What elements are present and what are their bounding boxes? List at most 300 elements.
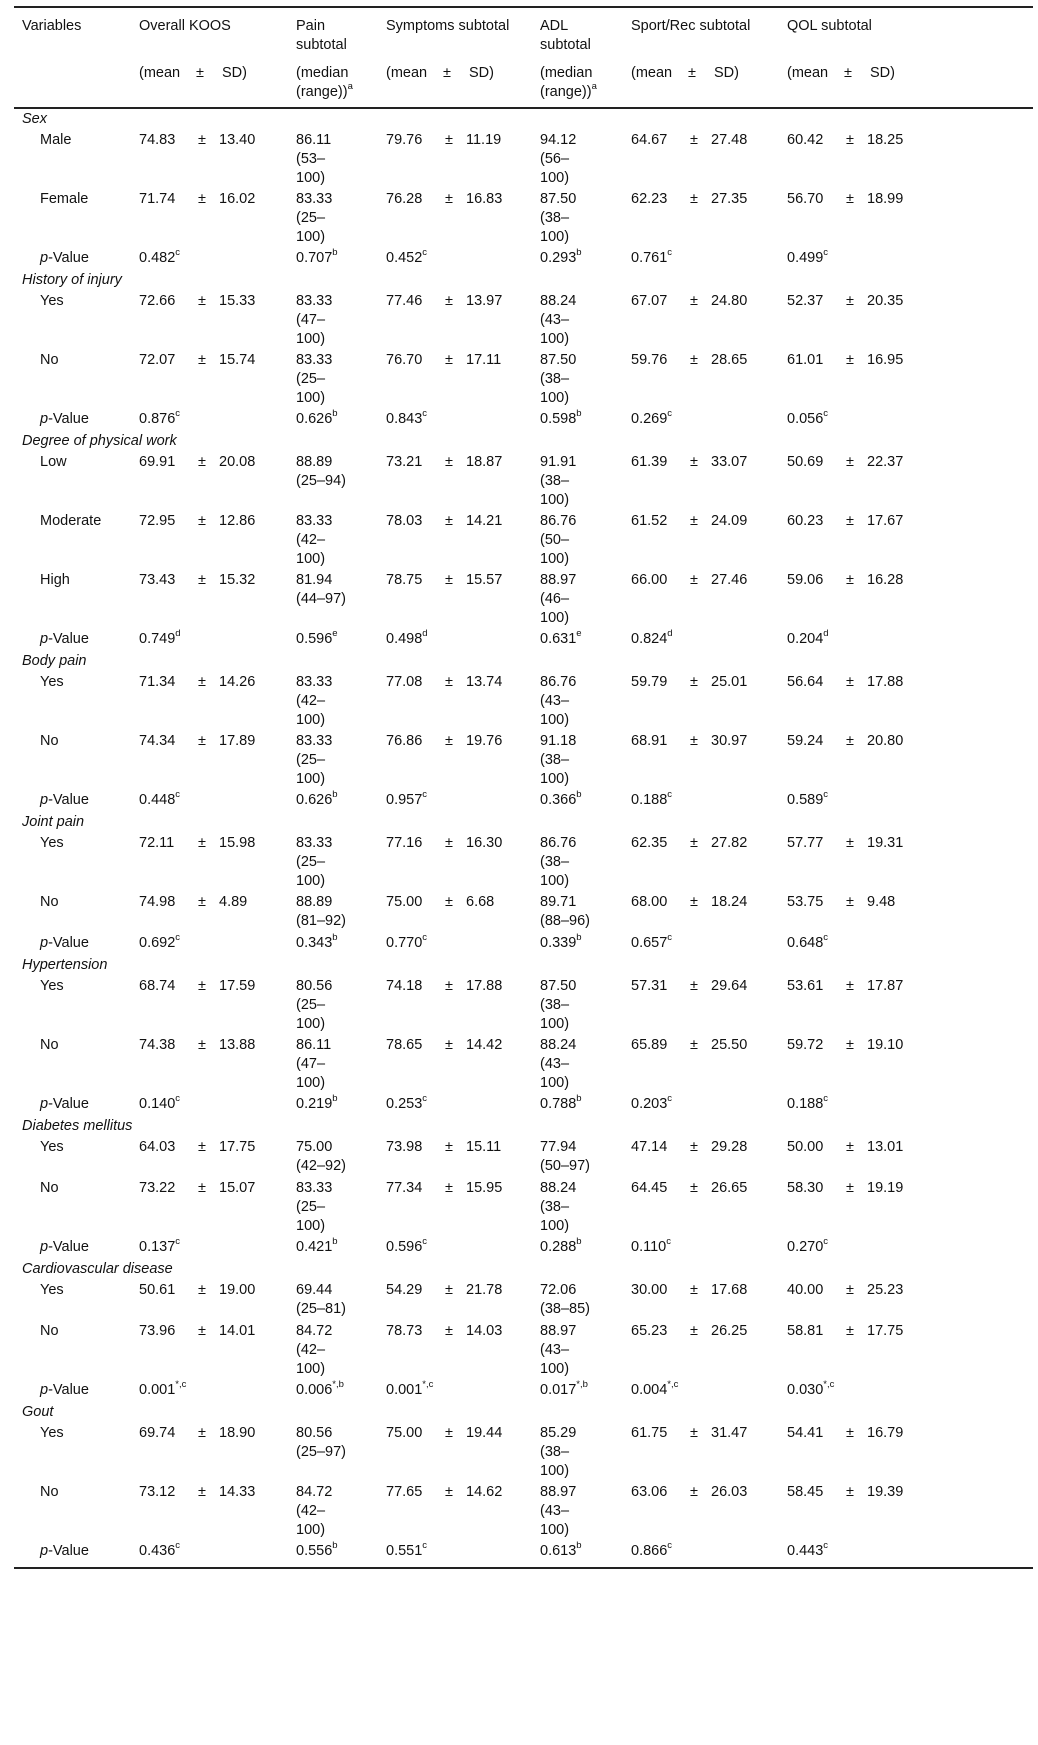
p-value-cell: 0.596e [296, 628, 338, 647]
median-range-cell: (43– [540, 1503, 570, 1519]
sd-cell: 20.35 [867, 293, 904, 309]
column-header-stat: (mean [787, 65, 829, 81]
mean-cell: 57.31 [631, 978, 668, 994]
mean-cell: 75.00 [386, 894, 423, 910]
plus-minus: ± [846, 513, 854, 529]
mean-cell: 62.23 [631, 191, 668, 207]
mean-cell: 76.86 [386, 733, 423, 749]
row-label: High [40, 572, 70, 588]
mean-cell: 64.67 [631, 132, 668, 148]
sd-cell: 15.74 [219, 352, 256, 368]
median-range-cell: (38– [540, 1199, 570, 1215]
plus-minus: ± [445, 733, 453, 749]
median-range-cell: 87.50 [540, 191, 577, 207]
plus-minus: ± [690, 1139, 698, 1155]
p-value-cell: 0.137$^c$ [139, 1236, 181, 1255]
p-value-cell: 0.866$^c$ [631, 1540, 673, 1559]
column-header-stat: ± [443, 65, 451, 81]
plus-minus: ± [198, 894, 206, 910]
plus-minus: ± [445, 1282, 453, 1298]
p-value-cell: 0.648$^c$ [787, 932, 829, 951]
sd-cell: 14.26 [219, 674, 256, 690]
row-label: Yes [40, 293, 64, 309]
mean-cell: 56.64 [787, 674, 824, 690]
plus-minus: ± [690, 733, 698, 749]
median-range-cell: (25–97) [296, 1444, 346, 1460]
plus-minus: ± [445, 978, 453, 994]
sd-cell: 9.48 [867, 894, 896, 910]
plus-minus: ± [445, 1484, 453, 1500]
plus-minus: ± [846, 454, 854, 470]
mean-cell: 47.14 [631, 1139, 668, 1155]
mean-cell: 76.28 [386, 191, 423, 207]
sd-cell: 27.35 [711, 191, 748, 207]
mean-cell: 72.95 [139, 513, 176, 529]
column-header-stat: (range))$^a$ [296, 81, 353, 100]
sd-cell: 33.07 [711, 454, 748, 470]
p-value-cell: 0.293$^b$ [540, 247, 582, 266]
column-header-stat: SD) [469, 65, 494, 81]
plus-minus: ± [690, 1323, 698, 1339]
median-range-cell: 88.89 [296, 454, 333, 470]
p-value-cell: 0.761$^c$ [631, 247, 673, 266]
p-value-cell: 0.626$^b$ [296, 408, 338, 427]
mean-cell: 74.83 [139, 132, 176, 148]
sd-cell: 16.30 [466, 835, 503, 851]
column-header-stat: (range))$^a$ [540, 81, 597, 100]
mean-cell: 58.45 [787, 1484, 824, 1500]
plus-minus: ± [690, 572, 698, 588]
column-header-stat: ± [688, 65, 696, 81]
sd-cell: 27.46 [711, 572, 748, 588]
mean-cell: 50.69 [787, 454, 824, 470]
median-range-cell: 100) [296, 873, 326, 889]
median-range-cell: 91.18 [540, 733, 577, 749]
median-range-cell: (38– [540, 473, 570, 489]
mean-cell: 63.06 [631, 1484, 668, 1500]
median-range-cell: 88.97 [540, 1484, 577, 1500]
sd-cell: 24.80 [711, 293, 748, 309]
plus-minus: ± [445, 132, 453, 148]
sd-cell: 14.21 [466, 513, 503, 529]
median-range-cell: 100) [540, 1522, 570, 1538]
sd-cell: 15.33 [219, 293, 256, 309]
column-header-name: Symptoms subtotal [386, 18, 510, 34]
median-range-cell: (42– [296, 1342, 326, 1358]
median-range-cell: 88.89 [296, 894, 333, 910]
plus-minus: ± [846, 132, 854, 148]
mean-cell: 60.23 [787, 513, 824, 529]
median-range-cell: (25– [296, 371, 326, 387]
p-value-cell: 0.366$^b$ [540, 789, 582, 808]
plus-minus: ± [690, 978, 698, 994]
mean-cell: 61.52 [631, 513, 668, 529]
mean-cell: 78.03 [386, 513, 423, 529]
plus-minus: ± [198, 572, 206, 588]
plus-minus: ± [690, 132, 698, 148]
sd-cell: 16.83 [466, 191, 503, 207]
sd-cell: 14.03 [466, 1323, 503, 1339]
median-range-cell: 83.33 [296, 293, 333, 309]
mean-cell: 59.24 [787, 733, 824, 749]
plus-minus: ± [690, 1037, 698, 1053]
sd-cell: 31.47 [711, 1425, 748, 1441]
plus-minus: ± [846, 1139, 854, 1155]
mean-cell: 72.07 [139, 352, 176, 368]
median-range-cell: (47– [296, 312, 326, 328]
median-range-cell: 100) [296, 1522, 326, 1538]
sd-cell: 24.09 [711, 513, 748, 529]
sd-cell: 14.42 [466, 1037, 503, 1053]
median-range-cell: 100) [540, 170, 570, 186]
median-range-cell: 88.24 [540, 1180, 577, 1196]
mean-cell: 78.75 [386, 572, 423, 588]
p-value-cell: $0.017^{*,b}$ [540, 1379, 588, 1398]
median-range-cell: (25–81) [296, 1301, 346, 1317]
sd-cell: 14.01 [219, 1323, 256, 1339]
column-header-name: subtotal [296, 37, 347, 53]
row-label: Yes [40, 1139, 64, 1155]
median-range-cell: 83.33 [296, 674, 333, 690]
plus-minus: ± [198, 293, 206, 309]
median-range-cell: (43– [540, 1342, 570, 1358]
median-range-cell: 87.50 [540, 978, 577, 994]
p-value-cell: 0.110$^c$ [631, 1236, 671, 1255]
mean-cell: 59.72 [787, 1037, 824, 1053]
column-header-name: Overall KOOS [139, 18, 231, 34]
mean-cell: 72.66 [139, 293, 176, 309]
plus-minus: ± [846, 352, 854, 368]
mean-cell: 78.65 [386, 1037, 423, 1053]
plus-minus: ± [445, 454, 453, 470]
column-header-stat: ± [844, 65, 852, 81]
plus-minus: ± [846, 572, 854, 588]
sd-cell: 30.97 [711, 733, 748, 749]
median-range-cell: 84.72 [296, 1484, 333, 1500]
p-value-label: p-Value [40, 1239, 89, 1255]
plus-minus: ± [690, 1484, 698, 1500]
sd-cell: 26.65 [711, 1180, 748, 1196]
plus-minus: ± [445, 191, 453, 207]
p-value-cell: 0.253$^c$ [386, 1093, 428, 1112]
column-header-name: Sport/Rec subtotal [631, 18, 751, 34]
median-range-cell: (50–97) [540, 1158, 590, 1174]
median-range-cell: 100) [296, 331, 326, 347]
mean-cell: 74.18 [386, 978, 423, 994]
plus-minus: ± [198, 191, 206, 207]
mean-cell: 77.34 [386, 1180, 423, 1196]
mean-cell: 64.45 [631, 1180, 668, 1196]
sd-cell: 4.89 [219, 894, 248, 910]
column-header-stat: SD) [870, 65, 895, 81]
sd-cell: 17.68 [711, 1282, 748, 1298]
plus-minus: ± [846, 191, 854, 207]
plus-minus: ± [690, 674, 698, 690]
p-value-label: p-Value [40, 250, 89, 266]
group-title: Hypertension [22, 957, 108, 973]
median-range-cell: 88.24 [540, 1037, 577, 1053]
median-range-cell: 80.56 [296, 1425, 333, 1441]
plus-minus: ± [198, 1037, 206, 1053]
p-value-cell: 0.219$^b$ [296, 1093, 338, 1112]
row-label: No [40, 733, 59, 749]
sd-cell: 14.33 [219, 1484, 256, 1500]
p-value-cell: 0.707$^b$ [296, 247, 338, 266]
p-value-cell: 0.876$^c$ [139, 408, 181, 427]
sd-cell: 15.11 [466, 1139, 502, 1155]
sd-cell: 26.25 [711, 1323, 748, 1339]
mean-cell: 73.43 [139, 572, 176, 588]
plus-minus: ± [445, 513, 453, 529]
mean-cell: 75.00 [386, 1425, 423, 1441]
sd-cell: 19.00 [219, 1282, 256, 1298]
p-value-cell: 0.270$^c$ [787, 1236, 829, 1255]
median-range-cell: 85.29 [540, 1425, 577, 1441]
median-range-cell: 100) [540, 1463, 570, 1479]
column-header-stat: SD) [222, 65, 247, 81]
sd-cell: 13.01 [867, 1139, 904, 1155]
median-range-cell: (25– [296, 997, 326, 1013]
sd-cell: 18.99 [867, 191, 904, 207]
row-label: No [40, 352, 59, 368]
median-range-cell: 83.33 [296, 352, 333, 368]
plus-minus: ± [198, 674, 206, 690]
median-range-cell: 100) [540, 1218, 570, 1234]
median-range-cell: 69.44 [296, 1282, 333, 1298]
row-label: No [40, 1323, 59, 1339]
p-value-cell: 0.692$^c$ [139, 932, 181, 951]
group-title: Body pain [22, 653, 87, 669]
p-value-cell: 0.589$^c$ [787, 789, 829, 808]
plus-minus: ± [690, 454, 698, 470]
median-range-cell: (56– [540, 151, 570, 167]
median-range-cell: (43– [540, 312, 570, 328]
median-range-cell: (38– [540, 210, 570, 226]
p-value-label: p-Value [40, 411, 89, 427]
plus-minus: ± [846, 293, 854, 309]
mean-cell: 52.37 [787, 293, 824, 309]
mean-cell: 73.22 [139, 1180, 176, 1196]
p-value-cell: 0.957$^c$ [386, 789, 428, 808]
row-label: No [40, 894, 59, 910]
plus-minus: ± [445, 1180, 453, 1196]
p-value-cell: 0.596$^c$ [386, 1236, 428, 1255]
median-range-cell: 83.33 [296, 513, 333, 529]
median-range-cell: (43– [540, 1056, 570, 1072]
median-range-cell: (81–92) [296, 913, 346, 929]
plus-minus: ± [198, 513, 206, 529]
row-label: Yes [40, 835, 64, 851]
sd-cell: 29.28 [711, 1139, 748, 1155]
row-label: No [40, 1180, 59, 1196]
mean-cell: 77.46 [386, 293, 423, 309]
sd-cell: 17.88 [466, 978, 503, 994]
p-value-cell: 0.749$^d$ [139, 628, 181, 647]
plus-minus: ± [690, 835, 698, 851]
median-range-cell: 100) [540, 712, 570, 728]
p-value-cell: 0.269$^c$ [631, 408, 673, 427]
median-range-cell: 100) [296, 229, 326, 245]
mean-cell: 69.74 [139, 1425, 176, 1441]
plus-minus: ± [445, 1037, 453, 1053]
p-value-label: p-Value [40, 935, 89, 951]
column-header-name: QOL subtotal [787, 18, 872, 34]
sd-cell: 19.39 [867, 1484, 904, 1500]
median-range-cell: 100) [540, 331, 570, 347]
p-value-cell: 0.204$^d$ [787, 628, 829, 647]
column-header-stat: ± [196, 65, 204, 81]
p-value-cell: 0.188$^c$ [787, 1093, 829, 1112]
median-range-cell: (42– [296, 532, 326, 548]
p-value-cell: 0.056$^c$ [787, 408, 829, 427]
p-value-cell: 0.140$^c$ [139, 1093, 181, 1112]
mean-cell: 74.34 [139, 733, 176, 749]
median-range-cell: (43– [540, 693, 570, 709]
median-range-cell: (44–97) [296, 591, 346, 607]
plus-minus: ± [846, 978, 854, 994]
sd-cell: 13.74 [466, 674, 503, 690]
plus-minus: ± [198, 1484, 206, 1500]
plus-minus: ± [690, 352, 698, 368]
sd-cell: 27.82 [711, 835, 748, 851]
mean-cell: 73.12 [139, 1484, 176, 1500]
median-range-cell: 100) [296, 712, 326, 728]
plus-minus: ± [198, 1180, 206, 1196]
group-title: Diabetes mellitus [22, 1118, 133, 1134]
p-value-cell: 0.288$^b$ [540, 1236, 582, 1255]
median-range-cell: (38– [540, 854, 570, 870]
group-title: Sex [22, 111, 47, 127]
plus-minus: ± [198, 352, 206, 368]
sd-cell: 15.32 [219, 572, 256, 588]
plus-minus: ± [198, 132, 206, 148]
median-range-cell: (25– [296, 854, 326, 870]
p-value-cell: 0.788$^b$ [540, 1093, 582, 1112]
sd-cell: 16.95 [867, 352, 904, 368]
p-value-cell: 0.482$^c$ [139, 247, 181, 266]
median-range-cell: 83.33 [296, 835, 333, 851]
header-rule [14, 107, 1033, 109]
p-value-cell: 0.556$^b$ [296, 1540, 338, 1559]
plus-minus: ± [445, 1139, 453, 1155]
sd-cell: 17.89 [219, 733, 256, 749]
median-range-cell: 84.72 [296, 1323, 333, 1339]
sd-cell: 25.01 [711, 674, 748, 690]
mean-cell: 71.74 [139, 191, 176, 207]
p-value-cell: $0.030^{*,c}$ [787, 1379, 835, 1398]
median-range-cell: 100) [540, 390, 570, 406]
median-range-cell: 91.91 [540, 454, 577, 470]
sd-cell: 19.10 [867, 1037, 904, 1053]
median-range-cell: (25– [296, 752, 326, 768]
p-value-cell: $0.006^{*,b}$ [296, 1379, 344, 1398]
plus-minus: ± [690, 513, 698, 529]
plus-minus: ± [690, 894, 698, 910]
sd-cell: 17.88 [867, 674, 904, 690]
mean-cell: 71.34 [139, 674, 176, 690]
sd-cell: 20.80 [867, 733, 904, 749]
mean-cell: 60.42 [787, 132, 824, 148]
mean-cell: 65.23 [631, 1323, 668, 1339]
plus-minus: ± [846, 1282, 854, 1298]
mean-cell: 62.35 [631, 835, 668, 851]
p-value-cell: 0.843$^c$ [386, 408, 428, 427]
column-header-stat: (mean [139, 65, 181, 81]
sd-cell: 19.44 [466, 1425, 503, 1441]
mean-cell: 59.06 [787, 572, 824, 588]
median-range-cell: 100) [296, 1075, 326, 1091]
column-header-stat: (median [296, 65, 349, 81]
median-range-cell: 83.33 [296, 1180, 333, 1196]
p-value-label: p-Value [40, 792, 89, 808]
group-title: Joint pain [22, 814, 85, 830]
median-range-cell: 100) [540, 771, 570, 787]
median-range-cell: 86.11 [296, 132, 332, 148]
median-range-cell: 89.71 [540, 894, 577, 910]
median-range-cell: (50– [540, 532, 570, 548]
group-title: Cardiovascular disease [22, 1261, 173, 1277]
column-header-name: ADL [540, 18, 569, 34]
sd-cell: 13.88 [219, 1037, 256, 1053]
median-range-cell: 100) [540, 229, 570, 245]
mean-cell: 77.16 [386, 835, 423, 851]
median-range-cell: 86.11 [296, 1037, 332, 1053]
group-title: History of injury [22, 272, 122, 288]
median-range-cell: (42– [296, 1503, 326, 1519]
plus-minus: ± [445, 1323, 453, 1339]
mean-cell: 59.79 [631, 674, 668, 690]
sd-cell: 19.31 [867, 835, 904, 851]
median-range-cell: 100) [540, 1016, 570, 1032]
p-value-cell: 0.443$^c$ [787, 1540, 829, 1559]
sd-cell: 13.97 [466, 293, 503, 309]
mean-cell: 64.03 [139, 1139, 176, 1155]
plus-minus: ± [198, 1282, 206, 1298]
median-range-cell: 88.97 [540, 572, 577, 588]
sd-cell: 25.50 [711, 1037, 748, 1053]
row-label: Yes [40, 1282, 64, 1298]
p-value-cell: 0.188$^c$ [631, 789, 673, 808]
mean-cell: 61.01 [787, 352, 824, 368]
p-value-label: p-Value [40, 1096, 89, 1112]
mean-cell: 68.00 [631, 894, 668, 910]
median-range-cell: 100) [540, 551, 570, 567]
p-value-cell: $0.004^{*,c}$ [631, 1379, 679, 1398]
sd-cell: 17.75 [867, 1323, 904, 1339]
plus-minus: ± [846, 894, 854, 910]
plus-minus: ± [690, 293, 698, 309]
row-label: No [40, 1037, 59, 1053]
median-range-cell: (38– [540, 752, 570, 768]
median-range-cell: (38– [540, 997, 570, 1013]
plus-minus: ± [846, 1180, 854, 1196]
plus-minus: ± [846, 1037, 854, 1053]
mean-cell: 68.74 [139, 978, 176, 994]
mean-cell: 78.73 [386, 1323, 423, 1339]
sd-cell: 18.24 [711, 894, 748, 910]
sd-cell: 6.68 [466, 894, 495, 910]
median-range-cell: 72.06 [540, 1282, 577, 1298]
median-range-cell: 100) [296, 170, 326, 186]
median-range-cell: 77.94 [540, 1139, 577, 1155]
group-title: Gout [22, 1404, 54, 1420]
bottom-rule [14, 1567, 1033, 1569]
median-range-cell: 100) [540, 873, 570, 889]
plus-minus: ± [445, 352, 453, 368]
sd-cell: 18.25 [867, 132, 904, 148]
sd-cell: 16.79 [867, 1425, 904, 1441]
sd-cell: 17.87 [867, 978, 904, 994]
